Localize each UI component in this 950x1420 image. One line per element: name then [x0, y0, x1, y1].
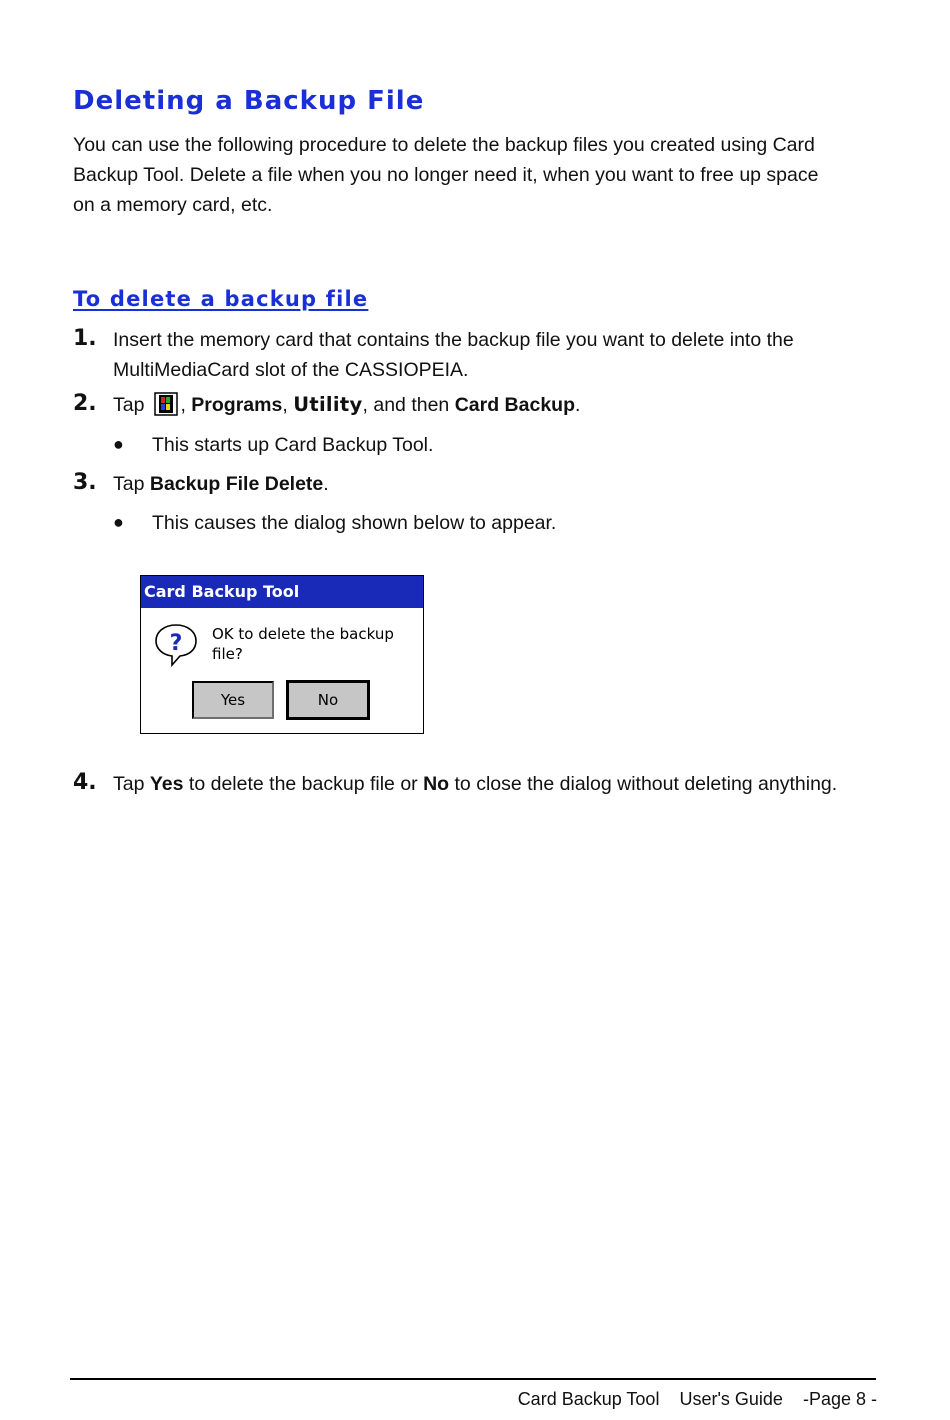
intro-paragraph — [73, 130, 883, 220]
step-word: . — [575, 394, 581, 416]
step-line: Insert the memory card that contains the backup file you want to delete into the — [113, 329, 794, 351]
svg-text:?: ? — [169, 631, 183, 656]
menu-utility: Utility — [293, 393, 363, 416]
menu-backup-file-delete: Backup File Delete — [149, 473, 324, 495]
step-1-text — [113, 325, 794, 385]
step-2-text — [113, 390, 580, 420]
start-menu-icon — [154, 392, 178, 416]
page-title: Deleting a Backup File — [73, 86, 425, 116]
step-4-text — [113, 769, 837, 799]
step-word: to delete the backup file or — [188, 773, 418, 795]
question-balloon-icon — [153, 622, 199, 668]
step-word: . — [323, 473, 329, 495]
step-word: to close the dialog without deleting anything. — [454, 773, 838, 795]
footer-doc: Card Backup Tool — [517, 1389, 660, 1409]
step-number: 4. — [73, 770, 97, 795]
menu-card-backup: Card Backup — [454, 394, 575, 416]
step-word: Tap — [113, 773, 145, 795]
step-3-bullet: This causes the dialog shown below to appear. — [152, 512, 557, 534]
dialog-title: Card Backup Tool — [141, 576, 423, 608]
bullet-icon: ● — [113, 434, 124, 454]
section-subtitle: To delete a backup file — [73, 287, 369, 311]
step-number: 3. — [73, 470, 97, 495]
intro-line: on a memory card, etc. — [73, 194, 273, 216]
no-term: No — [423, 773, 450, 795]
dialog-message: OK to delete the backup file? — [212, 625, 394, 663]
step-line: MultiMediaCard slot of the CASSIOPEIA. — [113, 359, 469, 381]
yes-button[interactable]: Yes — [192, 681, 274, 719]
no-button[interactable]: No — [287, 681, 369, 719]
step-word: , and then — [362, 394, 450, 416]
step-word: , — [180, 394, 186, 416]
step-2-bullet: This starts up Card Backup Tool. — [152, 434, 434, 456]
footer-guide: User's Guide — [679, 1389, 783, 1409]
footer-divider — [70, 1378, 876, 1380]
step-number: 1. — [73, 326, 97, 351]
confirm-dialog — [140, 575, 424, 734]
step-word: Tap — [113, 394, 145, 416]
intro-line: Backup Tool. Delete a file when you no longer need it, when you want to free up space — [73, 164, 819, 186]
intro-line: You can use the following procedure to delete the backup files you created using Card — [73, 134, 815, 156]
footer-page: -Page 8 - — [802, 1389, 877, 1409]
step-word: Tap — [113, 473, 145, 495]
page-footer — [518, 1389, 877, 1410]
step-3-text — [113, 469, 329, 499]
menu-programs: Programs — [191, 394, 283, 416]
step-word: , — [282, 394, 288, 416]
yes-term: Yes — [149, 773, 184, 795]
bullet-icon: ● — [113, 512, 124, 532]
step-number: 2. — [73, 391, 97, 416]
